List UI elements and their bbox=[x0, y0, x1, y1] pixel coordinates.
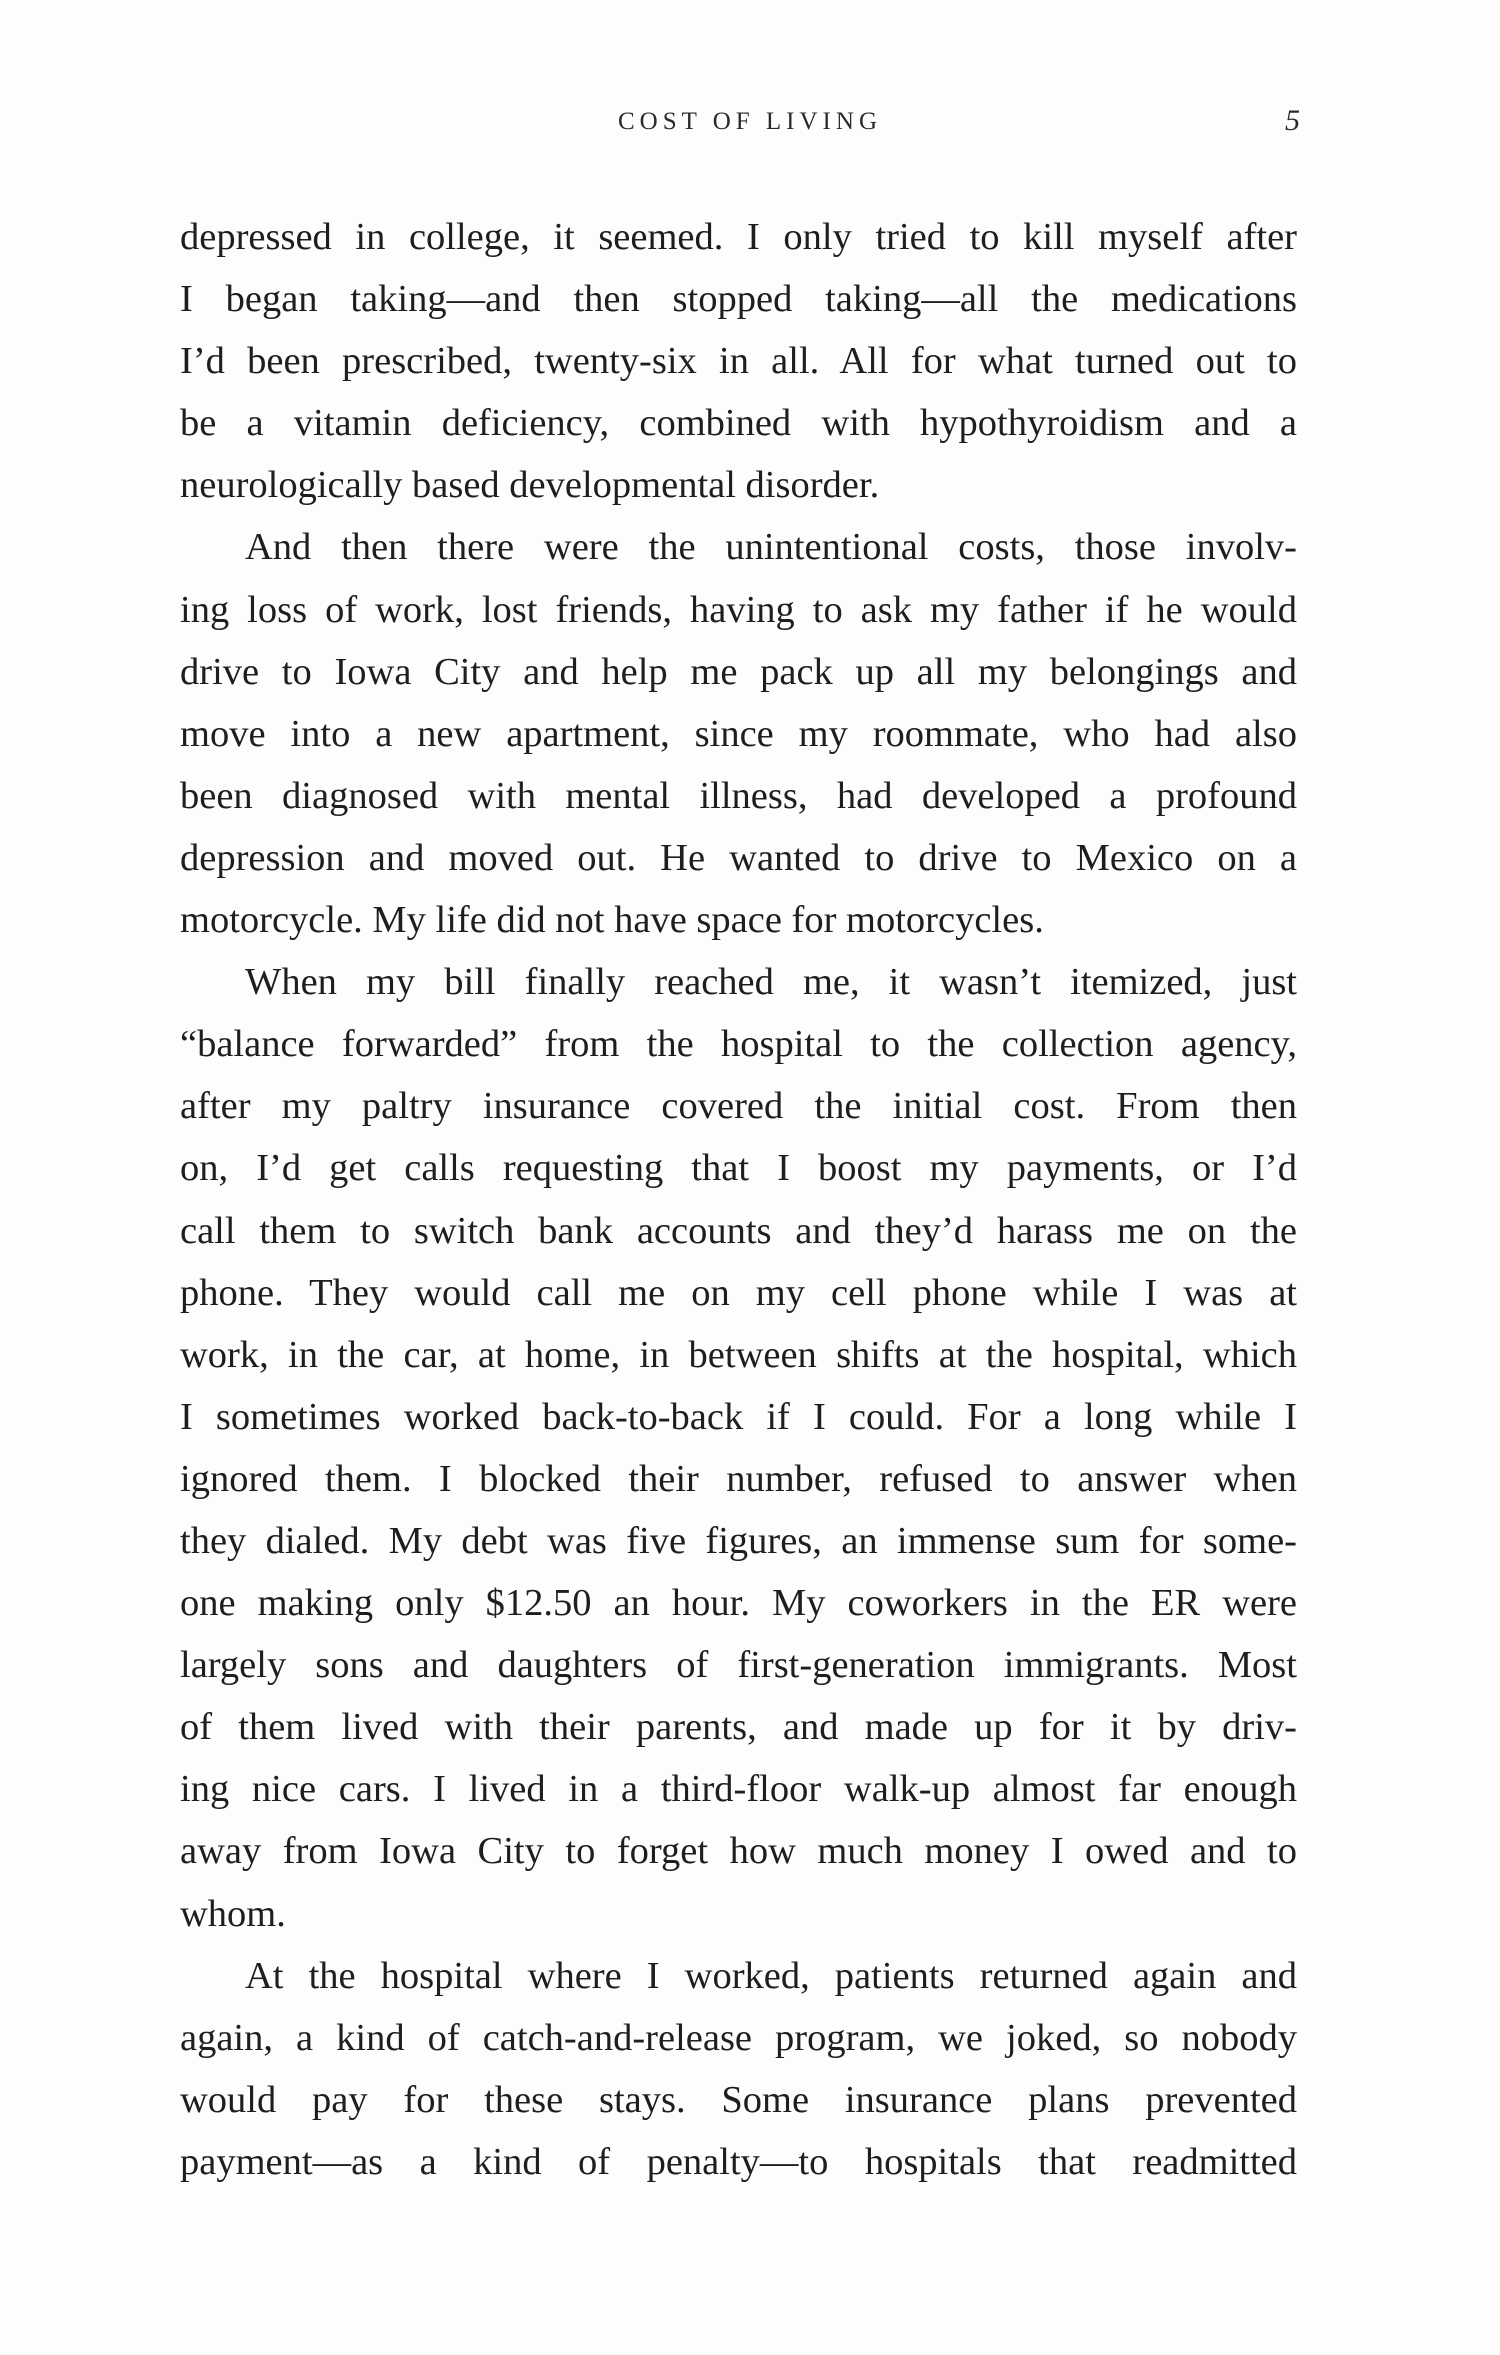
text-line: motorcycle. My life did not have space for motorcycles. bbox=[180, 899, 1044, 942]
text-line: call them to switch bank accounts and they’d harass me on the bbox=[180, 1209, 1297, 1252]
text-line: And then there were the unintentional costs, those involv- bbox=[245, 526, 1297, 569]
text-line: I began taking—and then stopped taking—all the medications bbox=[180, 278, 1297, 321]
text-line: largely sons and daughters of first-generation immigrants. Most bbox=[180, 1644, 1297, 1687]
text-line: be a vitamin deficiency, combined with hypothyroidism and a bbox=[180, 402, 1297, 445]
text-line: I’d been prescribed, twenty-six in all. All for what turned out to bbox=[180, 340, 1297, 383]
running-head: COST OF LIVING bbox=[618, 108, 882, 135]
text-line: depressed in college, it seemed. I only tried to kill myself after bbox=[180, 216, 1297, 258]
text-line: neurologically based developmental disorder. bbox=[180, 464, 880, 507]
paragraph bbox=[180, 206, 1297, 516]
text-line: on, I’d get calls requesting that I boost my payments, or I’d bbox=[180, 1147, 1297, 1190]
text-line: payment—as a kind of penalty—to hospitals that readmitted bbox=[180, 2140, 1297, 2183]
text-line: of them lived with their parents, and made up for it by driv- bbox=[180, 1706, 1297, 1749]
body-text bbox=[180, 206, 1297, 2193]
text-line: “balance forwarded” from the hospital to the collection agency, bbox=[180, 1023, 1297, 1066]
text-line: would pay for these stays. Some insurance plans prevented bbox=[180, 2078, 1297, 2121]
text-line: At the hospital where I worked, patients returned again and bbox=[245, 1954, 1297, 1997]
paragraph bbox=[180, 516, 1297, 951]
text-line: move into a new apartment, since my roommate, who had also bbox=[180, 712, 1297, 755]
text-line: they dialed. My debt was five figures, an immense sum for some- bbox=[180, 1519, 1297, 1562]
text-line: drive to Iowa City and help me pack up all my belongings and bbox=[180, 650, 1297, 693]
paragraph bbox=[180, 951, 1297, 1945]
text-line: phone. They would call me on my cell phone while I was at bbox=[180, 1271, 1297, 1314]
paragraph bbox=[180, 1945, 1297, 2193]
text-line: again, a kind of catch-and-release program, we joked, so nobody bbox=[180, 2016, 1297, 2059]
text-line: whom. bbox=[180, 1892, 286, 1935]
text-line: away from Iowa City to forget how much money I owed and to bbox=[180, 1830, 1297, 1873]
text-line: When my bill finally reached me, it wasn’t itemized, just bbox=[245, 961, 1297, 1004]
text-line: been diagnosed with mental illness, had developed a profound bbox=[180, 774, 1297, 817]
text-line: work, in the car, at home, in between shifts at the hospital, which bbox=[180, 1333, 1297, 1376]
text-line: I sometimes worked back-to-back if I could. For a long while I bbox=[180, 1395, 1297, 1438]
text-line: ing nice cars. I lived in a third-floor walk-up almost far enough bbox=[180, 1768, 1297, 1811]
text-line: ing loss of work, lost friends, having to ask my father if he would bbox=[180, 588, 1297, 631]
text-line: after my paltry insurance covered the initial cost. From then bbox=[180, 1085, 1297, 1128]
page-number: 5 bbox=[1285, 104, 1300, 137]
text-line: one making only $12.50 an hour. My coworkers in the ER were bbox=[180, 1582, 1297, 1625]
text-line: ignored them. I blocked their number, refused to answer when bbox=[180, 1457, 1297, 1500]
text-line: depression and moved out. He wanted to drive to Mexico on a bbox=[180, 836, 1297, 879]
